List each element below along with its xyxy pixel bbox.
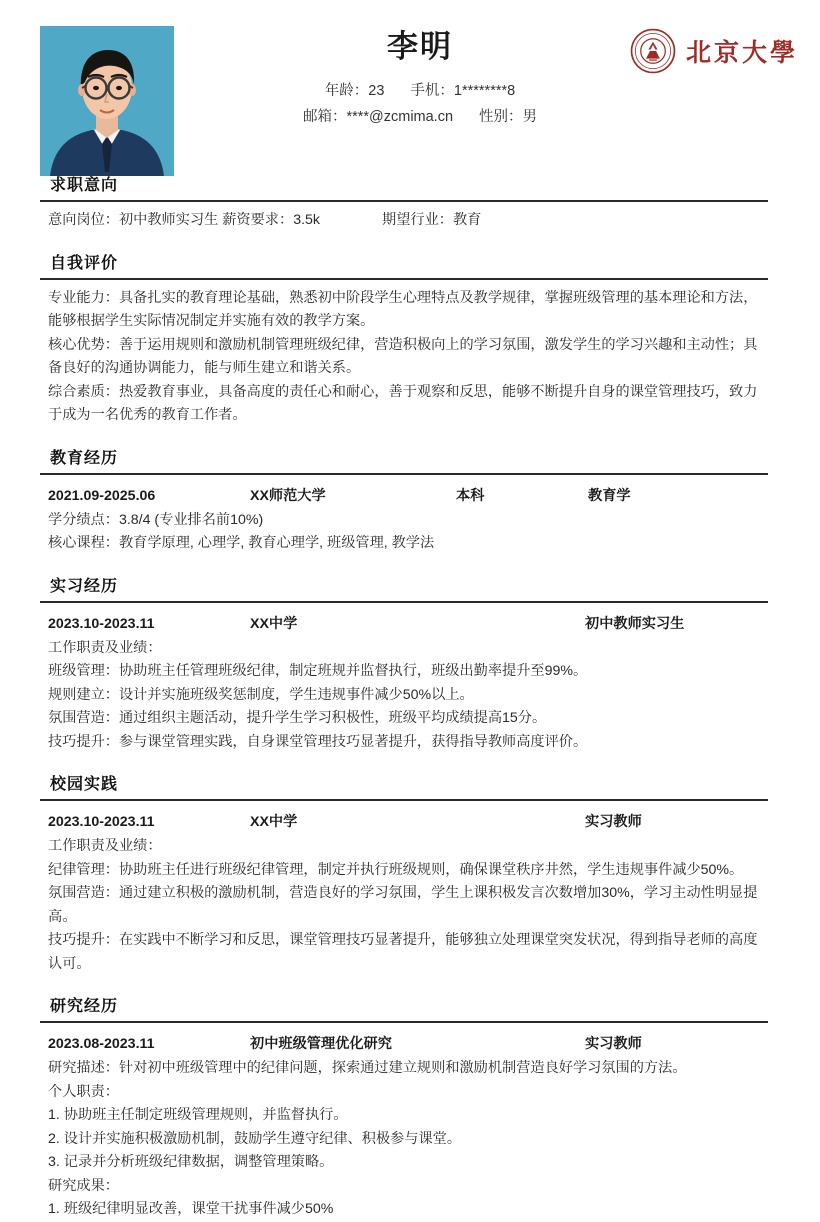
research-line: 1. 协助班主任制定班级管理规则，并监督执行。: [48, 1107, 348, 1123]
meta-line-email-gender: [210, 104, 630, 130]
age-value: 23: [368, 83, 385, 99]
campus-details: [48, 835, 768, 976]
self-eval-paragraph: 核心优势：善于运用规则和激励机制管理班级纪律，营造积极向上的学习氛围，激发学生的学习兴趣和主动性；具备良好的沟通协调能力，能与师生建立和谐关系。: [48, 336, 758, 376]
research-date: 2023.08-2023.11: [48, 1036, 155, 1052]
candidate-identity: [210, 24, 630, 130]
section-campus-practice: [0, 771, 820, 976]
education-degree: 本科: [456, 487, 485, 504]
internship-line: 规则建立：设计并实施班级奖惩制度，学生违规事件减少50%以上。: [48, 686, 474, 703]
self-evaluation-body: [0, 280, 820, 428]
phone-label: 手机：: [410, 83, 454, 99]
internship-line: 技巧提升：参与课堂管理实践，自身课堂管理技巧显著提升，获得指导教师高度评价。: [48, 733, 588, 750]
objective-salary-value: 3.5k: [293, 212, 321, 228]
age-label: 年龄：: [324, 83, 369, 99]
campus-org: XX中学: [250, 814, 298, 830]
research-line: 2. 设计并实施积极激励机制，鼓励学生遵守纪律、积极参与课堂。: [48, 1130, 462, 1147]
internship-entry-header: [48, 613, 768, 635]
section-title-internship: 实习经历: [50, 577, 119, 595]
campus-line: 技巧提升：在实践中不断学习和反思，课堂管理技巧显著提升，能够独立处理课堂突发状况，得到指导老师的高度认可。: [48, 932, 758, 972]
research-role: 实习教师: [585, 1036, 642, 1052]
section-title-education: 教育经历: [50, 449, 119, 467]
education-school: XX师范大学: [250, 487, 326, 504]
self-eval-paragraph: 专业能力：具备扎实的教育理论基础，熟悉初中阶段学生心理特点及教学规律，掌握班级管理的基本理论和方法，能够根据学生实际情况制定并实施有效的教学方案。: [48, 289, 758, 329]
resume-header: [0, 0, 820, 172]
gender-value: 男: [522, 109, 538, 125]
gender-label: 性别：: [479, 109, 523, 125]
objective-body: [0, 202, 820, 233]
campus-line: 纪律管理：协助班主任进行班级纪律管理，制定并执行班级规则，确保课堂秩序井然，学生违规事件减少50%。: [48, 861, 744, 878]
email-label: 邮箱：: [302, 109, 347, 125]
section-internship: [0, 573, 820, 755]
section-education: [0, 445, 820, 556]
internship-details: [48, 637, 768, 755]
campus-date: 2023.10-2023.11: [48, 814, 155, 830]
research-body: [0, 1023, 820, 1222]
objective-line: [48, 209, 768, 233]
campus-entry-header: [48, 811, 768, 833]
campus-practice-body: [0, 801, 820, 976]
education-body: [0, 475, 820, 556]
research-details: [48, 1057, 768, 1222]
section-title-objective: 求职意向: [50, 177, 119, 194]
education-gpa: 学分绩点：3.8/4 (专业排名前10%): [48, 511, 264, 528]
campus-role: 实习教师: [585, 814, 642, 830]
education-courses: 核心课程：教育学原理, 心理学, 教育心理学, 班级管理, 教学法: [48, 535, 435, 551]
research-line: 个人职责：: [48, 1083, 119, 1100]
candidate-photo: [40, 26, 174, 176]
university-name: 北京大學: [685, 38, 798, 67]
research-line: 研究描述：针对初中班级管理中的纪律问题，探索通过建立规则和激励机制营造良好学习氛围的方法。: [48, 1060, 687, 1076]
section-objective: [0, 172, 820, 233]
self-eval-paragraph: 综合素质：热爱教育事业，具备高度的责任心和耐心，善于观察和反思，能够不断提升自身的课堂管理技巧，致力于成为一名优秀的教育工作者。: [48, 383, 758, 423]
phone-value: 1********8: [453, 83, 516, 99]
section-title-self-evaluation: 自我评价: [50, 254, 119, 272]
email-value: ****@zcmima.cn: [346, 109, 454, 125]
section-self-evaluation: [0, 250, 820, 428]
internship-date: 2023.10-2023.11: [48, 615, 155, 632]
internship-role: 初中教师实习生: [585, 615, 685, 632]
campus-line: 氛围营造：通过建立积极的激励机制，营造良好的学习氛围，学生上课积极发言次数增加30%，学习主动性明显提高。: [48, 885, 758, 925]
education-entry-header: [48, 485, 768, 507]
section-title-campus-practice: 校园实践: [50, 776, 119, 793]
research-entry-header: [48, 1033, 768, 1055]
objective-salary-label: 薪资要求：: [222, 212, 294, 228]
internship-line: 工作职责及业绩：: [48, 639, 162, 656]
objective-industry-value: 教育: [452, 212, 482, 228]
objective-industry-label: 期望行业：: [382, 212, 453, 228]
research-line: 1. 班级纪律明显改善，课堂干扰事件减少50%: [48, 1201, 334, 1217]
peking-university-seal-icon: [630, 28, 676, 74]
research-line: 3. 记录并分析班级纪律数据，调整管理策略。: [48, 1154, 334, 1170]
university-logo: [630, 28, 798, 74]
campus-line: 工作职责及业绩：: [48, 838, 162, 854]
internship-line: 班级管理：协助班主任管理班级纪律，制定班规并监督执行，班级出勤率提升至99%。: [48, 663, 588, 679]
meta-line-age-phone: [210, 78, 630, 104]
research-project: 初中班级管理优化研究: [250, 1036, 392, 1052]
internship-body: [0, 603, 820, 755]
research-line: 研究成果：: [48, 1177, 119, 1194]
education-major: 教育学: [588, 487, 631, 504]
internship-line: 氛围营造：通过组织主题活动，提升学生学习积极性，班级平均成绩提高15分。: [48, 710, 547, 726]
section-research: [0, 993, 820, 1222]
photo-illustration: [40, 26, 174, 176]
candidate-name: 李明: [387, 29, 453, 64]
education-date: 2021.09-2025.06: [48, 487, 156, 504]
internship-org: XX中学: [250, 615, 298, 632]
objective-position-label: 意向岗位：: [48, 212, 119, 228]
section-title-research: 研究经历: [50, 998, 119, 1015]
objective-position-value: 初中教师实习生: [118, 212, 219, 228]
education-details: [48, 509, 768, 556]
